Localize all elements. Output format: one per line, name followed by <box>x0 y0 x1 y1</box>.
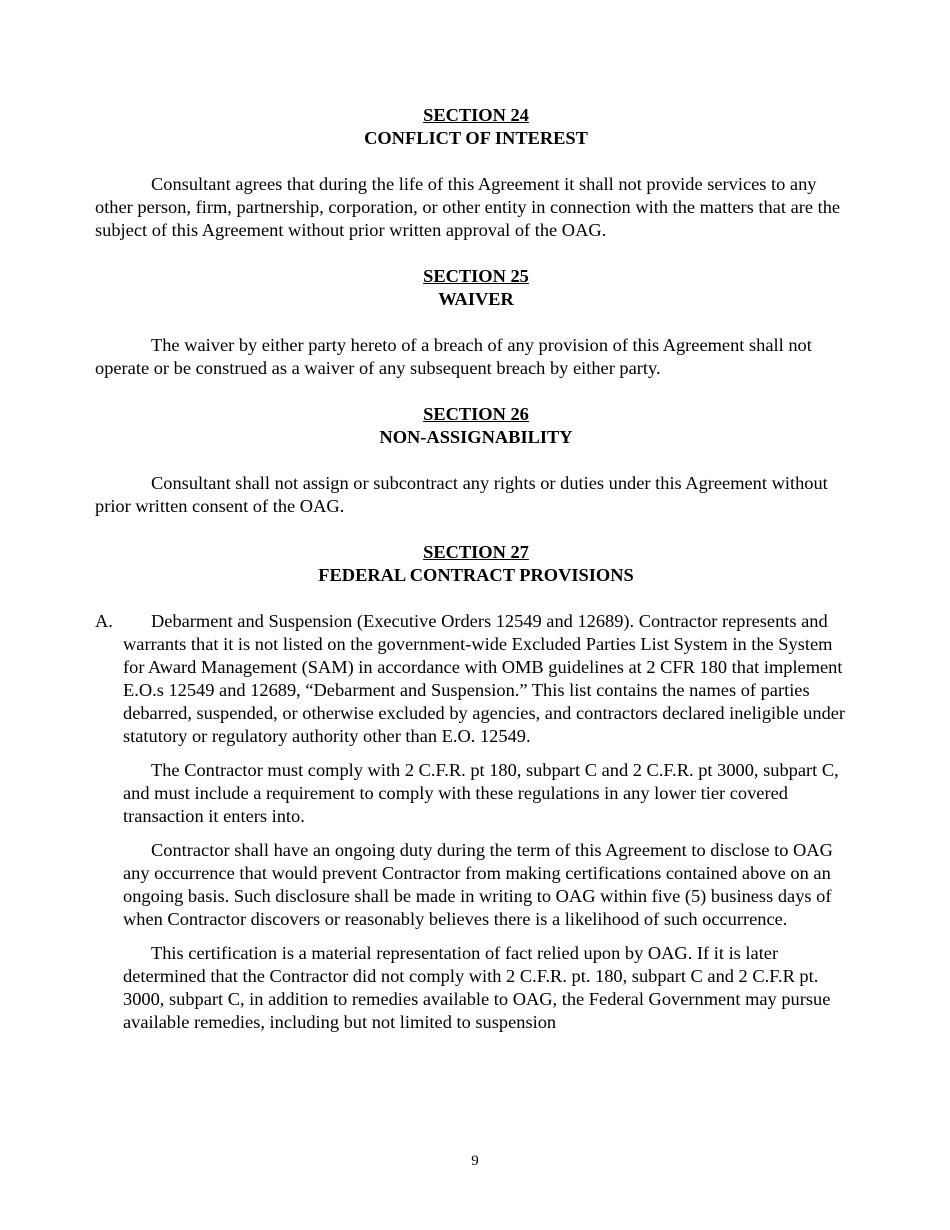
section-26-body: Consultant shall not assign or subcontract any rights or duties under this Agreement without prior written consent of the OAG. <box>95 473 828 516</box>
page-number: 9 <box>471 1153 479 1169</box>
list-item-a-label: A. <box>95 611 113 631</box>
debarment-paragraph: Debarment and Suspension (Executive Orders 12549 and 12689). Contractor represents and warrants that it is not listed on the government-wide Excluded Parties List System in the System for Award Management (SAM) in accordance with OMB guidelines at 2 CFR 180 that implement E.O.s 12549 and 12689, “Debarment and Suspension.” This list contains the names of parties debarred, suspended, or otherwise excluded by agencies, and contractors declared ineligible under statutory or regulatory authority other than E.O. 12549. <box>123 611 846 746</box>
compliance-paragraph: The Contractor must comply with 2 C.F.R. pt 180, subpart C and 2 C.F.R. pt 3000, subpart C, and must include a requirement to comply with these regulations in any lower tier covered transaction it enters into. <box>123 760 839 826</box>
section-24-body: Consultant agrees that during the life of this Agreement it shall not provide services to any other person, firm, partnership, corporation, or other entity in connection with the matters that are the subject of this Agreement without prior written approval of the OAG. <box>95 174 841 240</box>
section-26-title: NON-ASSIGNABILITY <box>379 427 573 447</box>
section-24-heading <box>95 104 857 150</box>
disclosure-paragraph: Contractor shall have an ongoing duty during the term of this Agreement to disclose to OAG any occurrence that would prevent Contractor from making certifications contained above on an ongoing basis. Such disclosure shall be made in writing to OAG within five (5) business days of when Contractor discovers or reasonably believes there is a likelihood of such occurrence. <box>123 840 833 929</box>
section-24-title: CONFLICT OF INTEREST <box>364 128 588 148</box>
section-25-number: SECTION 25 <box>423 266 529 286</box>
list-item-a <box>95 610 857 748</box>
section-25-title: WAIVER <box>438 289 514 309</box>
section-25-heading <box>95 265 857 311</box>
document-page <box>95 104 857 1034</box>
section-24-number: SECTION 24 <box>423 105 529 125</box>
section-26-heading <box>95 403 857 449</box>
section-27-title: FEDERAL CONTRACT PROVISIONS <box>318 565 634 585</box>
section-26-number: SECTION 26 <box>423 404 529 424</box>
section-27-number: SECTION 27 <box>423 542 529 562</box>
certification-paragraph: This certification is a material representation of fact relied upon by OAG. If it is later determined that the Contractor did not comply with 2 C.F.R. pt. 180, subpart C and 2 C.F.R pt. 3000, subpart C, in addition to remedies available to OAG, the Federal Government may pursue available remedies, including but not limited to suspension <box>123 943 831 1032</box>
section-27-heading <box>95 541 857 587</box>
section-25-body: The waiver by either party hereto of a breach of any provision of this Agreement shall not operate or be construed as a waiver of any subsequent breach by either party. <box>95 335 812 378</box>
